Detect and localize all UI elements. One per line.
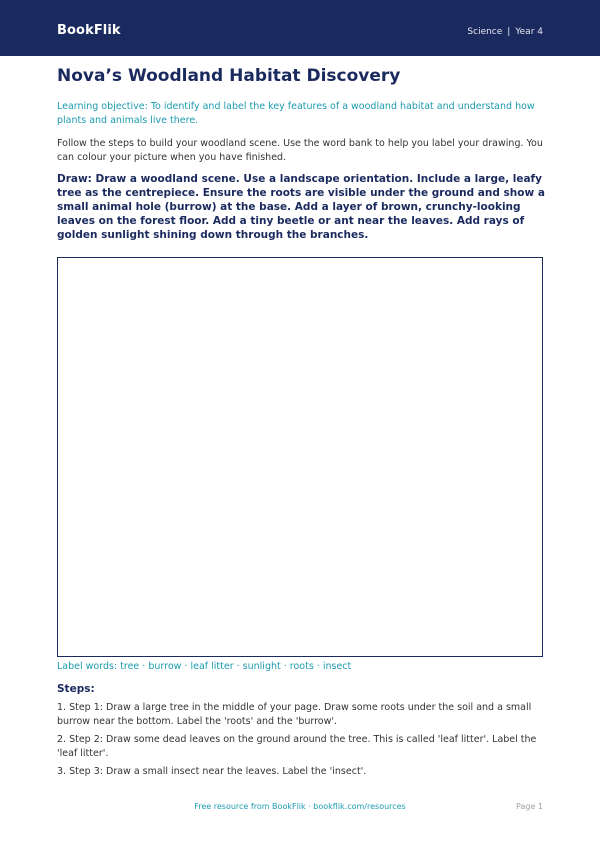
subject-year-info bbox=[467, 27, 543, 37]
step-item: 2. Step 2: Draw some dead leaves on the ground around the tree. This is called 'leaf litter'. Label the 'leaf litter'. bbox=[57, 734, 537, 759]
year-label: Year 4 bbox=[515, 27, 543, 37]
brand-logo-text[interactable]: BookFlik bbox=[57, 23, 121, 38]
drawing-area[interactable] bbox=[57, 257, 543, 657]
footer-resource-link[interactable]: Free resource from BookFlik · bookflik.com/resources bbox=[194, 802, 406, 811]
draw-instruction: Draw: Draw a woodland scene. Use a landscape orientation. Include a large, leafy tree as the centrepiece. Ensure the roots are visible under the ground and show a small animal hole (burrow) at the base. Add a layer of brown, crunchy-looking leaves on the forest floor. Add a tiny beetle or ant near the leaves. Add rays of golden sunlight shining down through the branches. bbox=[57, 173, 545, 241]
label-word-bank: Label words: tree · burrow · leaf litter · sunlight · roots · insect bbox=[57, 661, 352, 672]
subject-label: Science bbox=[467, 27, 503, 37]
steps-list bbox=[57, 701, 547, 784]
step-item: 1. Step 1: Draw a large tree in the middle of your page. Draw some roots under the soil and a small burrow near the bottom. Label the 'roots' and the 'burrow'. bbox=[57, 702, 532, 727]
page-header bbox=[0, 0, 600, 56]
header-separator: | bbox=[507, 27, 511, 37]
steps-heading: Steps: bbox=[57, 683, 95, 695]
page-title: Nova’s Woodland Habitat Discovery bbox=[57, 66, 401, 86]
step-item: 3. Step 3: Draw a small insect near the leaves. Label the 'insect'. bbox=[57, 766, 367, 777]
learning-objective: Learning objective: To identify and label the key features of a woodland habitat and understand how plants and animals live there. bbox=[57, 101, 535, 126]
page-number: Page 1 bbox=[516, 802, 543, 811]
intro-text: Follow the steps to build your woodland scene. Use the word bank to help you label your drawing. You can colour your picture when you have finished. bbox=[57, 138, 543, 163]
